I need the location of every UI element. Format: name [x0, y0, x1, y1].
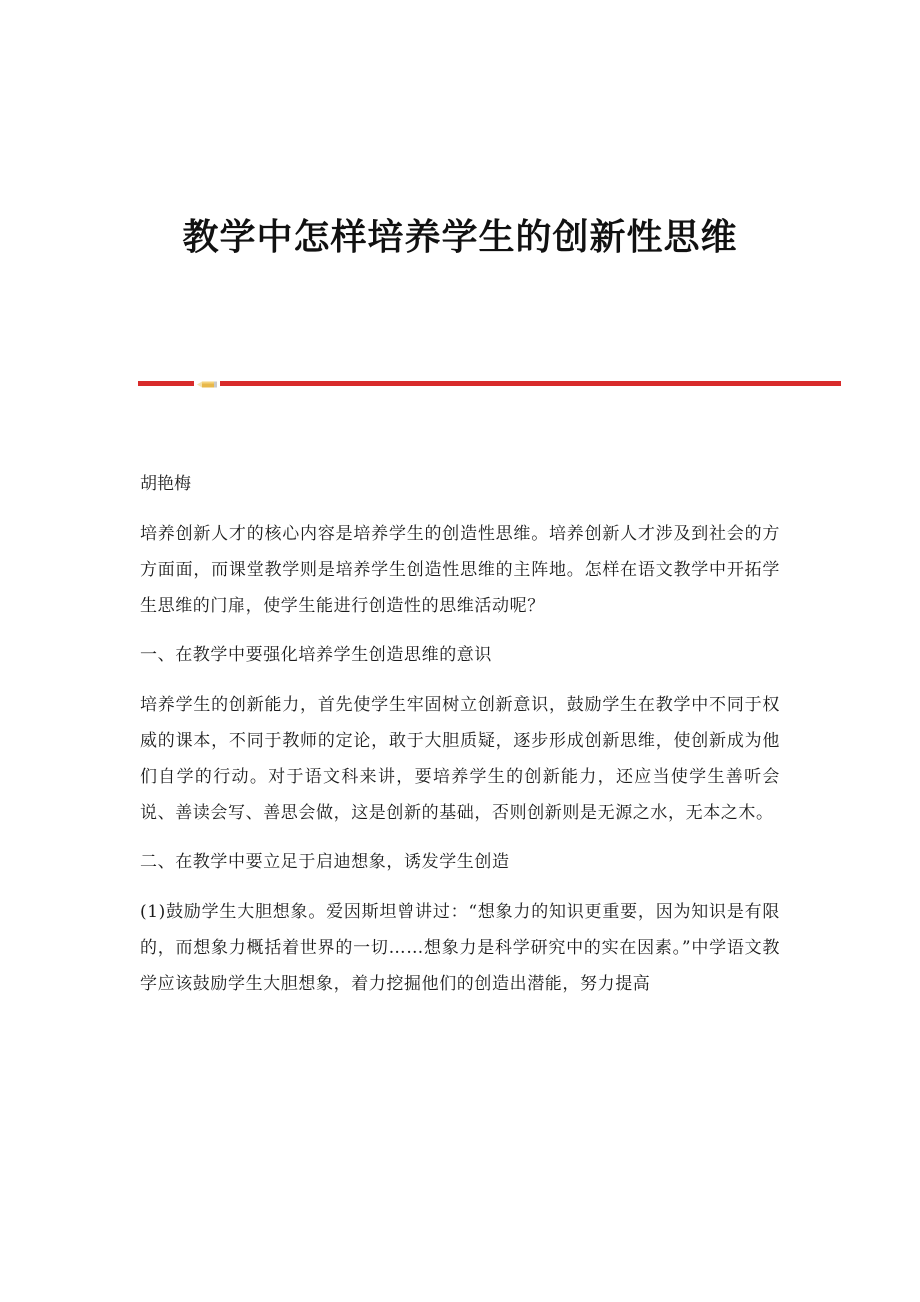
- paragraph-intro: 培养创新人才的核心内容是培养学生的创造性思维。培养创新人才涉及到社会的方方面面，而课堂教学则是培养学生创造性思维的主阵地。怎样在语文教学中开拓学生思维的门扉，使学生能进行创造性的思维活动呢？: [140, 524, 780, 616]
- document-title: 教学中怎样培养学生的创新性思维: [182, 217, 738, 258]
- author-name: 胡艳梅: [140, 474, 191, 494]
- document-body: [140, 466, 780, 1015]
- divider-left-segment: [138, 381, 194, 386]
- paragraph-section-2: (1)鼓励学生大胆想象。爱因斯坦曾讲过：“想象力的知识更重要，因为知识是有限的，而想象力概括着世界的一切……想象力是科学研究中的实在因素。”中学语文教学应该鼓励学生大胆想象，着力挖掘他们的创造出潜能，努力提高: [140, 902, 780, 994]
- pencil-icon: [197, 381, 217, 388]
- paragraph-section-1: 培养学生的创新能力，首先使学生牢固树立创新意识，鼓励学生在教学中不同于权威的课本，不同于教师的定论，敢于大胆质疑，逐步形成创新思维，使创新成为他们自学的行动。对于语文科来讲，要培养学生的创新能力，还应当使学生善听会说、善读会写、善思会做，这是创新的基础，否则创新则是无源之水，无本之木。: [140, 695, 780, 823]
- divider-right-segment: [220, 381, 841, 386]
- title-divider: [138, 377, 841, 391]
- section-heading-1: 一、在教学中要强化培养学生创造思维的意识: [140, 645, 492, 665]
- section-heading-2: 二、在教学中要立足于启迪想象，诱发学生创造: [140, 852, 510, 872]
